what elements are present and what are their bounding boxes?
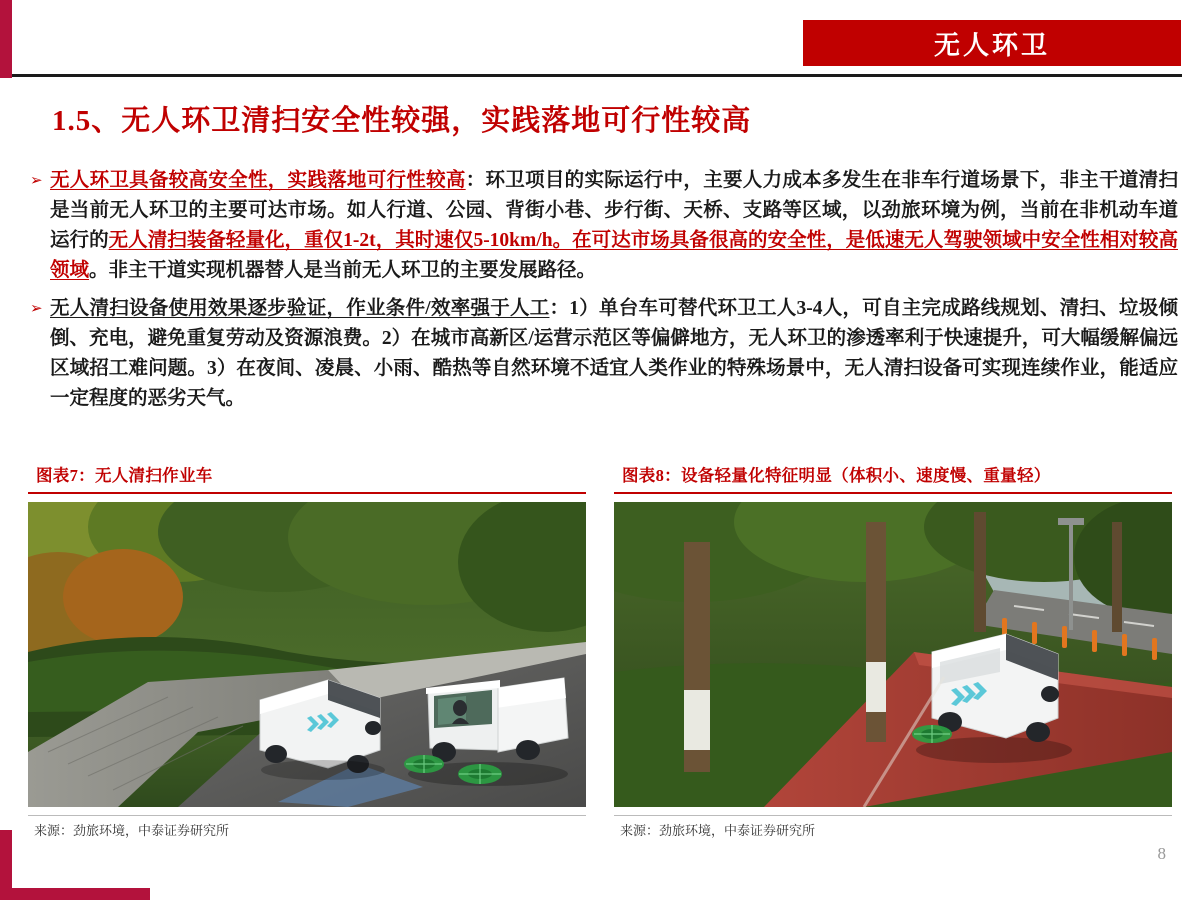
bullet-segment-emphasis-2: 无人清扫装备轻量化，重仅1-2t，其时速仅5-10km/h。在可达市场具备很高的安全性，是低速无人驾驶领域中安全性相对较高领域: [50, 230, 1178, 281]
header-divider: [12, 74, 1182, 77]
page-title: 1.5、无人环卫清扫安全性较强，实践落地可行性较高: [52, 105, 752, 137]
bottom-accent-bar: [0, 888, 150, 900]
figure-8-caption: 图表8：设备轻量化特征明显（体积小、速度慢、重量轻）: [622, 466, 1051, 485]
figure-7-source: 来源：劲旅环境，中泰证券研究所: [28, 815, 586, 839]
bullet-segment-plain: ：1）单台车可替代环卫工人3-4人，可自主完成路线规划、清扫、垃圾倾倒、充电，避免重复劳动及资源浪费。2）在城市高新区/运营示范区等偏僻地方，无人环卫的渗透率利于快速提升，可大幅缓解偏远区域招工难问题。3）在夜间、凌晨、小雨、酷热等自然环境不适宜人类作业的特殊场景中，无人清扫设备可实现连续作业，能适应一定程度的恶劣天气。: [50, 298, 1179, 409]
body-content: [28, 166, 1178, 422]
bullet-segment-plain-2: 。非主干道实现机器替人是当前无人环卫的主要发展路径。: [89, 260, 597, 281]
header-title: 无人环卫: [933, 29, 1050, 60]
figure-7-rule: [28, 492, 586, 494]
bullet-text: [50, 294, 1178, 414]
figure-8-rule: [614, 492, 1172, 494]
bullet-arrow-icon: ➢: [30, 300, 43, 317]
figure-8-source: 来源：劲旅环境，中泰证券研究所: [614, 815, 1172, 839]
bullet-item: [28, 294, 1178, 414]
figure-7-image: [28, 502, 586, 807]
figure-7: [28, 460, 586, 839]
bullet-segment-emphasis: 无人清扫设备使用效果逐步验证，作业条件/效率强于人工: [50, 298, 550, 319]
bullet-item: [28, 166, 1178, 286]
header-banner: [803, 20, 1181, 66]
bullet-arrow-icon: ➢: [30, 172, 43, 189]
bullet-segment-emphasis: 无人环卫具备较高安全性，实践落地可行性较高: [50, 170, 466, 191]
figure-7-photo: [28, 502, 586, 807]
figure-8: [614, 460, 1172, 839]
figure-8-photo: [614, 502, 1172, 807]
left-accent-bar-top: [0, 0, 12, 78]
bullet-segment-plain: ：环卫项目的实际运行中，主要人力成本多发生在非车行道场景下，非主干道清扫是当前无人环卫的主要可达市场。如人行道、公园、背街小巷、步行街、天桥、支路等区域，以劲旅环境为例，当前在非机动车道运行的: [50, 170, 1178, 251]
figure-7-caption: 图表7：无人清扫作业车: [36, 466, 213, 485]
bullet-text: [50, 166, 1178, 286]
figure-8-image: [614, 502, 1172, 807]
page-number: 8: [1157, 844, 1166, 863]
